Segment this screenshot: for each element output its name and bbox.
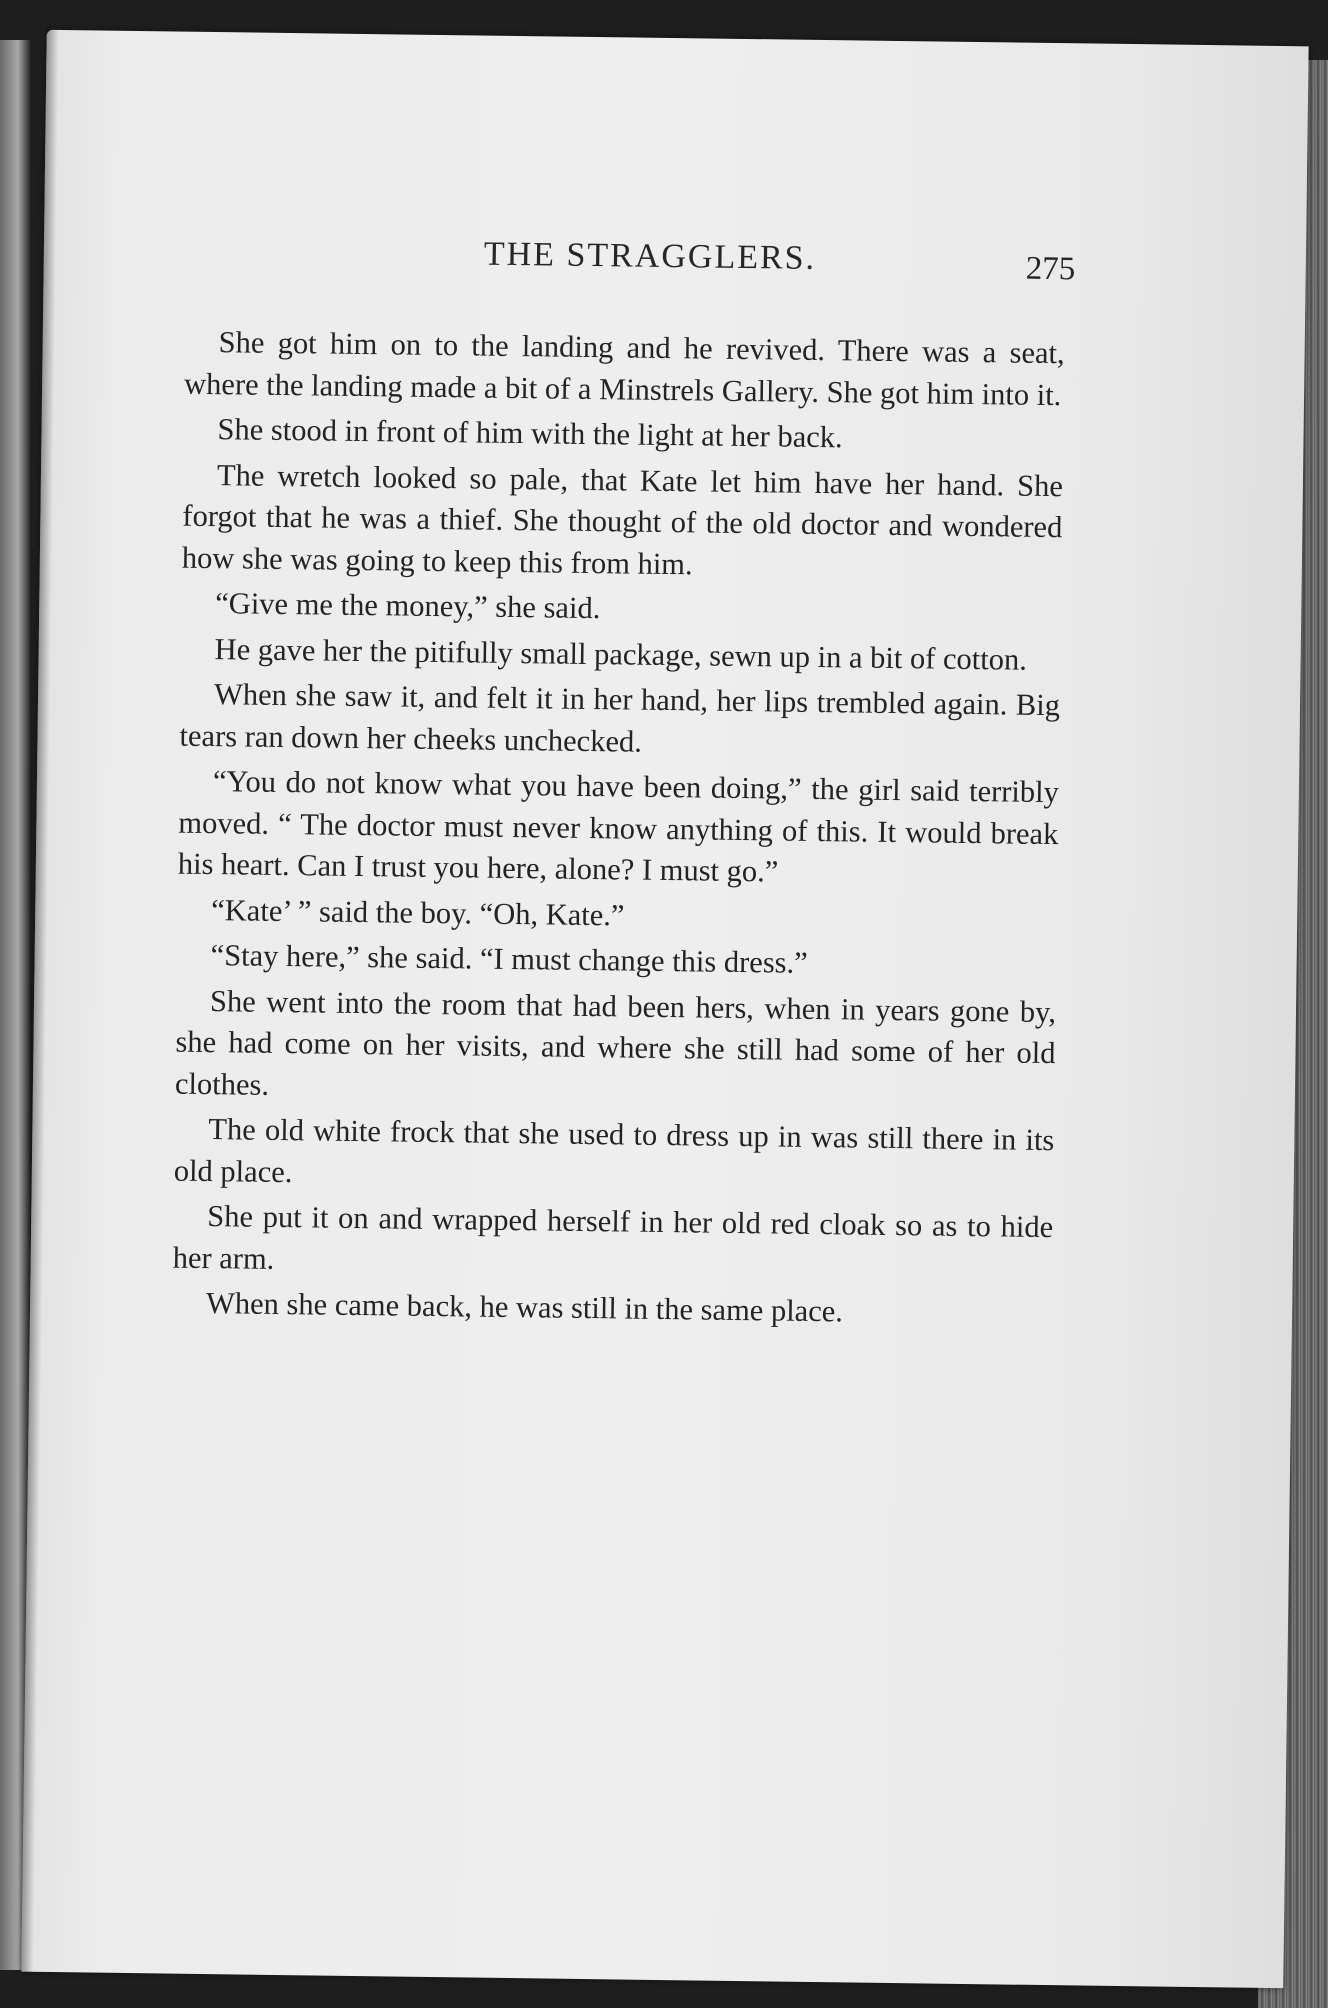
paragraph: The old white frock that she used to dress up in was still there in its old place. <box>173 1112 1055 1189</box>
paragraph: The wretch looked so pale, that Kate let him have her hand. She forgot that he was a thief. She thought of the old doctor and wondered how she was going to keep this from him. <box>181 457 1064 581</box>
paragraph: He gave her the pitifully small package, sewn up in a bit of cotton. <box>214 631 1028 677</box>
paragraph: She stood in front of him with the light at her back. <box>217 412 843 455</box>
paragraph: When she came back, he was still in the same place. <box>205 1286 844 1329</box>
paragraph: She got him on to the landing and he revived. There was a seat, where the landing made a bit of a Minstrels Gallery. She got him into it. <box>183 325 1065 412</box>
page-number: 275 <box>1025 250 1076 288</box>
paragraph: She put it on and wrapped herself in her old red cloak so as to hide her arm. <box>172 1199 1054 1276</box>
paragraph: “Give me the money,” she said. <box>215 586 601 626</box>
running-header <box>163 231 1164 294</box>
paragraph: When she saw it, and felt it in her hand, her lips trembled again. Big tears ran down her cheeks unchecked. <box>179 677 1061 759</box>
paragraph: She went into the room that had been hers, when in years gone by, she had come on her visits, and where she still had some of her old clothes. <box>174 983 1057 1102</box>
book-page <box>21 30 1308 1988</box>
paragraph: “Stay here,” she said. “I must change this dress.” <box>210 938 808 980</box>
body-text <box>172 322 1065 1340</box>
paragraph: “Kate’ ” said the boy. “Oh, Kate.” <box>211 892 625 932</box>
paragraph: “You do not know what you have been doing,” the girl said terribly moved. “ The doctor must never know anything of this. It would break his heart. Can I trust you here, alone? I must go.” <box>177 764 1060 889</box>
running-title: THE STRAGGLERS. <box>483 235 817 277</box>
